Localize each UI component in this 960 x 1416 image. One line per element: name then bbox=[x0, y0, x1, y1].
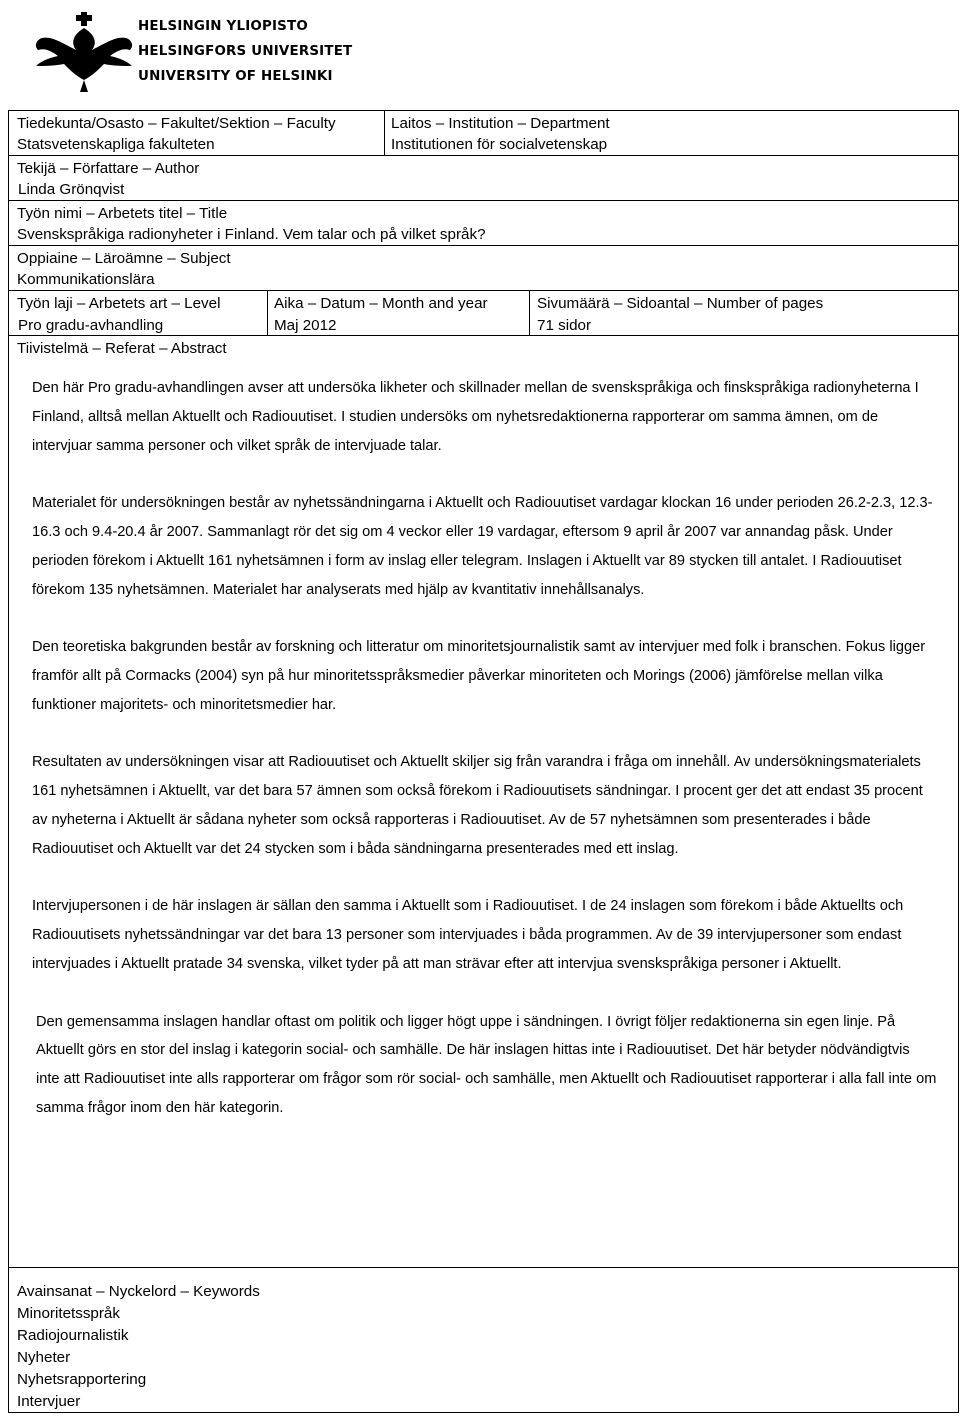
title-value: Svenskspråkiga radionyheter i Finland. Vem talar och på vilket språk? bbox=[17, 226, 486, 243]
logo-line-finnish: HELSINGIN YLIOPISTO bbox=[138, 19, 308, 34]
level-label: Työn laji – Arbetets art – Level bbox=[17, 295, 221, 312]
date-value: Maj 2012 bbox=[274, 317, 337, 334]
abstract-paragraph: Resultaten av undersökningen visar att Radiouutiset och Aktuellt skiljer sig från varandra i fråga om innehåll. Av undersökningsmaterialets 161 nyhetsämnen i Aktuellt, var det bara 57 ämnen som också förekom i Radiouutisets sändningar. I procent ger det att endast 35 procent av nyheterna i Aktuellt är sådana nyheter som också rapporteras i Radiouutiset. Av de 57 nyhetsämnen som presenterades i både Radiouutiset och Aktuellt var det 24 stycken som i båda sändningarna presenterades med ett inslag. bbox=[32, 754, 923, 857]
subject-label: Oppiaine – Läroämne – Subject bbox=[17, 250, 231, 267]
title-label: Työn nimi – Arbetets titel – Title bbox=[17, 205, 228, 222]
department-label: Laitos – Institution – Department bbox=[391, 115, 610, 132]
abstract-paragraph: Intervjupersonen i de här inslagen är sällan den samma i Aktuellt som i Radiouutiset. I de 24 inslagen som förekom i både Aktuellts och Radiouutisets nyhetssändningar var det bara 13 personer som intervjuades i båda programmen. Av de 39 intervjupersoner som endast intervjuades i Aktuellt pratade 34 svenska, vilket tyder på att man strävar efter att intervjua svenskspråkiga personer i Aktuellt. bbox=[32, 898, 904, 972]
university-emblem-icon bbox=[30, 10, 134, 94]
row-divider bbox=[9, 200, 958, 201]
faculty-value: Statsvetenskapliga fakulteten bbox=[17, 136, 215, 153]
department-value: Institutionen för socialvetenskap bbox=[391, 136, 608, 153]
abstract-label: Tiivistelmä – Referat – Abstract bbox=[17, 340, 227, 357]
date-label: Aika – Datum – Month and year bbox=[274, 295, 488, 312]
column-divider bbox=[384, 111, 385, 155]
pages-label: Sivumäärä – Sidoantal – Number of pages bbox=[537, 295, 824, 312]
keyword-item: Intervjuer bbox=[17, 1393, 81, 1410]
abstract-text bbox=[32, 374, 937, 1123]
abstract-paragraph: Den här Pro gradu-avhandlingen avser att undersöka likheter och skillnader mellan de svenskspråkiga och finskspråkiga radionyheterna I Finland, alltså mellan Aktuellt och Radiouutiset. I studien undersöks om nyhetsredaktionerna rapporterar om samma ämnen, om de intervjuar samma personer och vilket språk de intervjuade talar. bbox=[32, 380, 919, 454]
abstract-paragraph: Den teoretiska bakgrunden består av forskning och litteratur om minoritetsjournalistik samt av intervjuer med folk i branschen. Fokus ligger framför allt på Cormacks (2004) syn på hur minoritetsspråksmedier påverkar minoriteten och Morings (2006) jämförelse mellan vilka funktioner majoritets- och minoritetsmedier har. bbox=[32, 639, 926, 713]
keyword-item: Minoritetsspråk bbox=[17, 1305, 120, 1322]
subject-value: Kommunikationslära bbox=[17, 271, 155, 288]
keyword-item: Nyhetsrapportering bbox=[17, 1371, 147, 1388]
logo-line-swedish: HELSINGFORS UNIVERSITET bbox=[138, 44, 353, 59]
abstract-paragraph: Materialet för undersökningen består av nyhetssändningarna i Aktuellt och Radiouutiset vardagar klockan 16 under perioden 26.2-2.3, 12.3-16.3 och 9.4-20.4 år 2007. Sammanlagt rör det sig om 4 veckor eller 19 vardagar, eftersom 9 april år 2007 var annandag påsk. Under perioden förekom i Aktuellt 161 nyhetsämnen i form av inslag eller telegram. Inslagen i Aktuellt var 89 stycken till antalet. I Radiouutiset förekom 135 nyhetsämnen. Materialet har analyserats med hjälp av kvantitativ innehållsanalys. bbox=[32, 495, 933, 598]
level-value: Pro gradu-avhandling bbox=[18, 317, 164, 334]
keyword-item: Nyheter bbox=[17, 1349, 71, 1366]
university-name bbox=[138, 14, 352, 89]
row-divider bbox=[9, 1267, 958, 1268]
logo-line-english: UNIVERSITY OF HELSINKI bbox=[138, 69, 333, 84]
university-logo bbox=[30, 10, 353, 96]
abstract-paragraph: Den gemensamma inslagen handlar oftast om politik och ligger högt uppe i sändningen. I övrigt följer redaktionerna sin egen linje. På Aktuellt görs en stor del inslag i kategorin social- och samhälle. De här inslagen hittas inte i Radiouutiset. Det här betyder nödvändigtvis inte att Radiouutiset inte alls rapporterar om frågor som rör social- och samhälle, men Aktuellt och Radiouutiset rapporterar i alla fall inte om samma frågor inom den här kategorin. bbox=[36, 1013, 937, 1116]
pages-value: 71 sidor bbox=[537, 317, 592, 334]
keywords-label: Avainsanat – Nyckelord – Keywords bbox=[17, 1283, 260, 1300]
keywords-section bbox=[17, 1281, 260, 1413]
author-label: Tekijä – Författare – Author bbox=[17, 160, 200, 177]
column-divider bbox=[529, 290, 530, 335]
faculty-label: Tiedekunta/Osasto – Fakultet/Sektion – Faculty bbox=[17, 115, 336, 132]
column-divider bbox=[267, 290, 268, 335]
author-value: Linda Grönqvist bbox=[18, 181, 125, 198]
keyword-item: Radiojournalistik bbox=[17, 1327, 129, 1344]
abstract-form bbox=[8, 110, 959, 1413]
